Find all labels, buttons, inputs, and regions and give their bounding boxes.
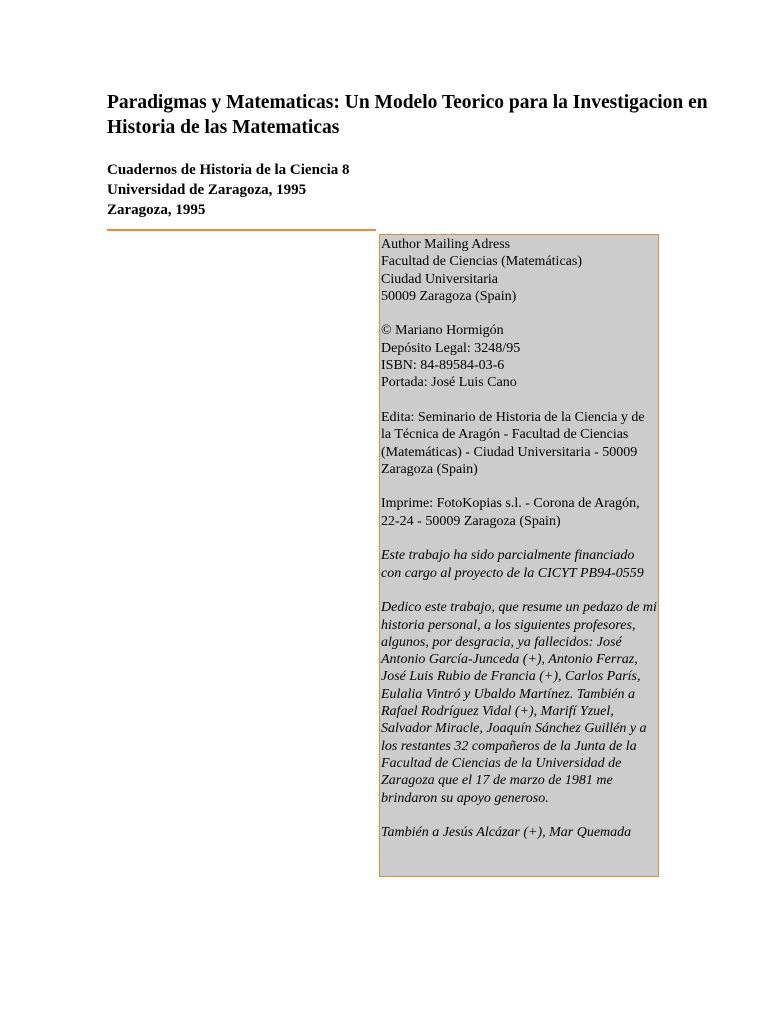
page-title bbox=[107, 90, 768, 140]
copyright-text: © Mariano Hormigón bbox=[381, 323, 504, 339]
dedication-continued-text: También a Jesús Alcázar (+), Mar Quemada bbox=[381, 825, 632, 841]
address-line: 50009 Zaragoza (Spain) bbox=[381, 288, 517, 304]
legal-block bbox=[381, 322, 657, 391]
edita-block bbox=[381, 409, 657, 478]
dedication-continued-block bbox=[381, 824, 657, 841]
series-name: Cuadernos de Historia de la Ciencia 8 bbox=[107, 162, 350, 178]
imprime-text: Imprime: FotoKopias s.l. - Corona de Aragón, 22-24 - 50009 Zaragoza (Spain) bbox=[381, 496, 640, 529]
title-line-2: Historia de las Matematicas bbox=[107, 117, 340, 138]
info-box[interactable] bbox=[379, 234, 659, 877]
cover-credit: Portada: José Luis Cano bbox=[381, 375, 517, 391]
edita-text: Edita: Seminario de Historia de la Ciencia y de la Técnica de Aragón - Facultad de Ciencias (Matemáticas) - Ciudad Universitaria - 50009 Zaragoza (Spain) bbox=[381, 409, 645, 477]
isbn: ISBN: 84-89584-03-6 bbox=[381, 358, 505, 374]
publisher: Universidad de Zaragoza, 1995 bbox=[107, 182, 307, 198]
dedication-block bbox=[381, 599, 657, 807]
funding-text: Este trabajo ha sido parcialmente financiado con cargo al proyecto de la CICYT PB94-0559 bbox=[381, 548, 644, 581]
imprime-block bbox=[381, 495, 657, 530]
address-heading: Author Mailing Adress bbox=[381, 237, 511, 252]
address-line: Facultad de Ciencias (Matemáticas) bbox=[381, 254, 582, 270]
address-block bbox=[381, 236, 657, 305]
address-line: Ciudad Universitaria bbox=[381, 271, 499, 287]
deposito-legal: Depósito Legal: 3248/95 bbox=[381, 340, 521, 356]
divider-rule bbox=[107, 229, 376, 231]
funding-block bbox=[381, 547, 657, 582]
publication-info bbox=[107, 160, 350, 220]
title-line-1: Paradigmas y Matematicas: Un Modelo Teorico para la Investigacion en bbox=[107, 92, 708, 113]
publication-place: Zaragoza, 1995 bbox=[107, 202, 206, 218]
dedication-text: Dedico este trabajo, que resume un pedazo de mi historia personal, a los siguientes profesores, algunos, por desgracia, ya fallecidos: José Antonio García-Junceda (+), Antonio Ferraz, José Luis Rubio de Francia (+), Carlos París, Eulalia Vintró y Ubaldo Martínez. También a Rafael Rodríguez Vidal (+), Marifí Yzuel, Salvador Miracle, Joaquín Sánchez Guillén y a los restantes 32 compañeros de la Junta de la Facultad de Ciencias de la Universidad de Zaragoza que el 17 de marzo de 1981 me brindaron su apoyo generoso. bbox=[381, 600, 657, 806]
